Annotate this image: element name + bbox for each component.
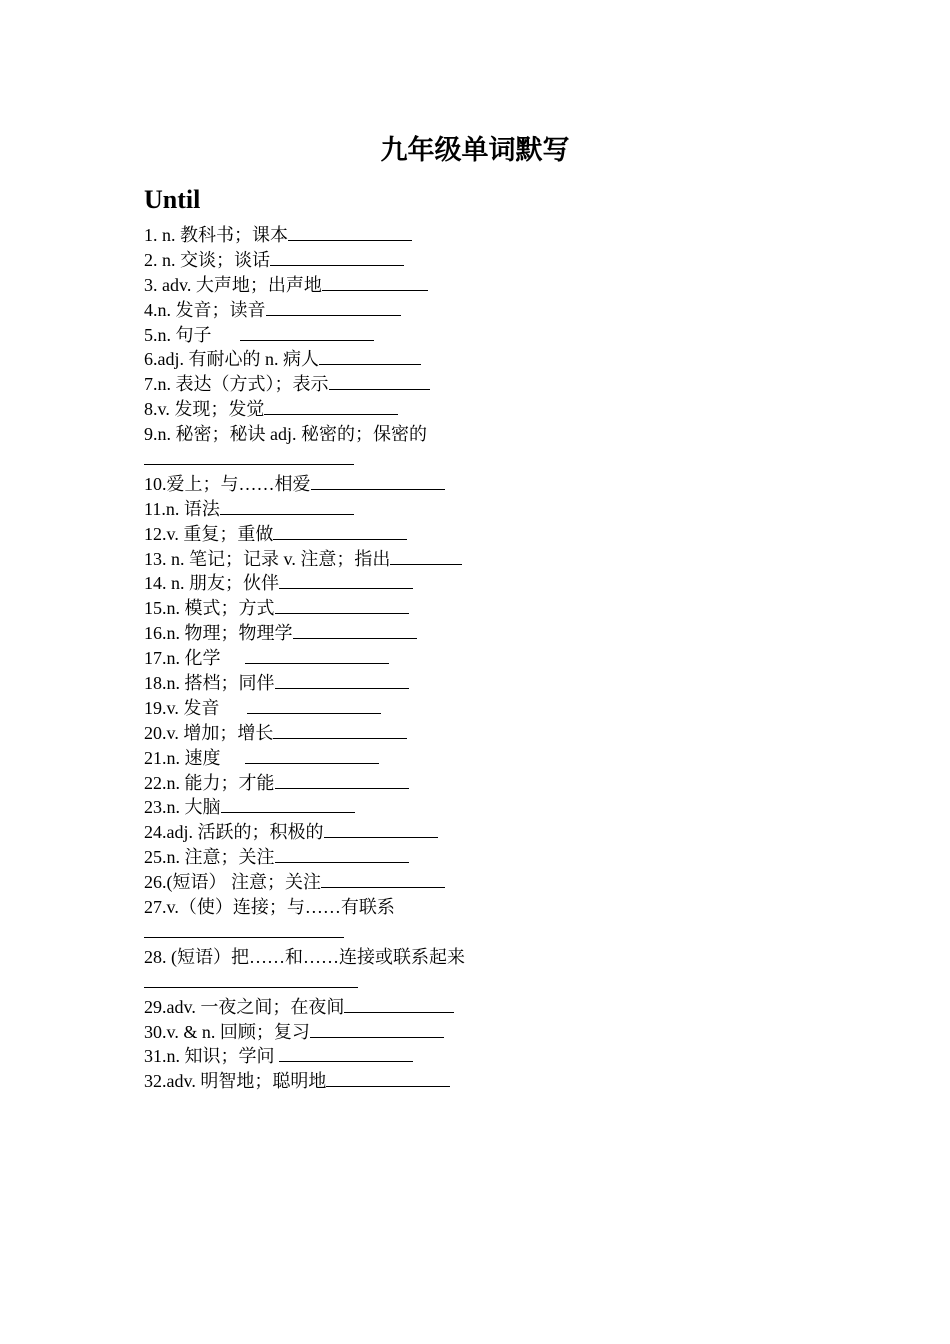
vocabulary-prompt: 19.v. 发音 [144,697,220,718]
vocabulary-prompt: 15.n. 模式；方式 [144,598,275,619]
answer-blank[interactable] [288,223,412,241]
page-title: 九年级单词默写 [380,135,570,165]
answer-blank[interactable] [310,1020,444,1038]
vocabulary-item [144,273,844,298]
vocabulary-item [144,795,844,820]
answer-blank[interactable] [270,248,404,266]
vocabulary-item [144,845,844,870]
answer-blank[interactable] [311,472,445,490]
vocabulary-item [144,596,844,621]
vocabulary-item [144,1020,844,1045]
answer-blank[interactable] [321,870,445,888]
vocabulary-prompt: 18.n. 搭档；同伴 [144,673,275,694]
vocabulary-prompt: 8.v. 发现；发觉 [144,399,265,420]
vocabulary-prompt: 20.v. 增加；增长 [144,722,274,743]
answer-blank[interactable] [322,273,428,291]
vocabulary-item [144,347,844,372]
vocabulary-list [144,223,844,1094]
answer-blank[interactable] [273,721,407,739]
vocabulary-prompt: 16.n. 物理；物理学 [144,623,293,644]
vocabulary-item [144,895,844,920]
vocabulary-prompt: 2. n. 交谈；谈话 [144,249,270,270]
vocabulary-item [144,920,844,945]
vocabulary-prompt: 26.(短语） 注意；关注 [144,872,321,893]
vocabulary-item [144,820,844,845]
vocabulary-prompt: 25.n. 注意；关注 [144,847,275,868]
answer-blank[interactable] [264,397,398,415]
answer-blank[interactable] [245,746,379,764]
vocabulary-item [144,422,844,447]
answer-blank[interactable] [324,820,438,838]
vocabulary-prompt: 13. n. 笔记；记录 v. 注意；指出 [144,548,391,569]
vocabulary-item [144,323,844,348]
vocabulary-item [144,372,844,397]
answer-blank[interactable] [293,621,417,639]
answer-blank[interactable] [344,995,454,1013]
answer-blank[interactable] [279,571,413,589]
vocabulary-prompt: 27.v.（使）连接；与……有联系 [144,897,395,918]
vocabulary-prompt: 6.adj. 有耐心的 n. 病人 [144,349,319,370]
answer-blank[interactable] [319,347,421,365]
vocabulary-prompt: 9.n. 秘密；秘诀 adj. 秘密的；保密的 [144,424,427,445]
answer-blank[interactable] [247,696,381,714]
vocabulary-item [144,472,844,497]
vocabulary-prompt: 5.n. 句子 [144,324,212,345]
vocabulary-item [144,995,844,1020]
answer-blank[interactable] [275,596,409,614]
vocabulary-item [144,397,844,422]
vocabulary-prompt: 21.n. 速度 [144,747,221,768]
answer-blank[interactable] [144,447,354,465]
vocabulary-item [144,547,844,572]
answer-blank[interactable] [326,1069,450,1087]
vocabulary-prompt: 4.n. 发音；读音 [144,299,266,320]
answer-blank[interactable] [245,646,389,664]
vocabulary-prompt: 12.v. 重复；重做 [144,523,274,544]
vocabulary-item [144,721,844,746]
vocabulary-item [144,771,844,796]
vocabulary-item [144,870,844,895]
vocabulary-prompt: 23.n. 大脑 [144,797,221,818]
unit-heading: Until [144,185,201,214]
vocabulary-prompt: 31.n. 知识；学问 [144,1046,275,1067]
answer-blank[interactable] [144,970,358,988]
answer-blank[interactable] [279,1044,413,1062]
vocabulary-prompt: 22.n. 能力；才能 [144,772,275,793]
answer-blank[interactable] [275,771,409,789]
answer-blank[interactable] [221,795,355,813]
vocabulary-item [144,1044,844,1069]
vocabulary-prompt: 24.adj. 活跃的；积极的 [144,822,324,843]
vocabulary-item [144,621,844,646]
vocabulary-item [144,696,844,721]
answer-blank[interactable] [273,522,407,540]
vocabulary-item [144,497,844,522]
vocabulary-item [144,223,844,248]
vocabulary-item [144,671,844,696]
vocabulary-item [144,970,844,995]
answer-blank[interactable] [266,298,401,316]
vocabulary-prompt: 28. (短语）把……和……连接或联系起来 [144,946,465,967]
answer-blank[interactable] [220,497,354,515]
vocabulary-prompt: 7.n. 表达（方式）；表示 [144,374,329,395]
vocabulary-item [144,248,844,273]
vocabulary-prompt: 17.n. 化学 [144,648,221,669]
answer-blank[interactable] [144,920,344,938]
vocabulary-item [144,571,844,596]
answer-blank[interactable] [329,372,430,390]
answer-blank[interactable] [275,845,409,863]
answer-blank[interactable] [240,323,374,341]
vocabulary-prompt: 32.adv. 明智地；聪明地 [144,1071,327,1092]
vocabulary-prompt: 11.n. 语法 [144,498,220,519]
answer-blank[interactable] [390,547,462,565]
vocabulary-prompt: 30.v. & n. 回顾；复习 [144,1021,310,1042]
vocabulary-item [144,646,844,671]
answer-blank[interactable] [275,671,409,689]
vocabulary-item [144,1069,844,1094]
vocabulary-item [144,447,844,472]
vocabulary-prompt: 14. n. 朋友；伙伴 [144,573,279,594]
vocabulary-prompt: 3. adv. 大声地；出声地 [144,274,322,295]
vocabulary-prompt: 1. n. 教科书；课本 [144,225,288,245]
vocabulary-prompt: 10.爱上；与……相爱 [144,473,311,494]
vocabulary-prompt: 29.adv. 一夜之间；在夜间 [144,996,345,1017]
vocabulary-item [144,746,844,771]
vocabulary-item [144,522,844,547]
vocabulary-item [144,298,844,323]
vocabulary-item [144,945,844,970]
